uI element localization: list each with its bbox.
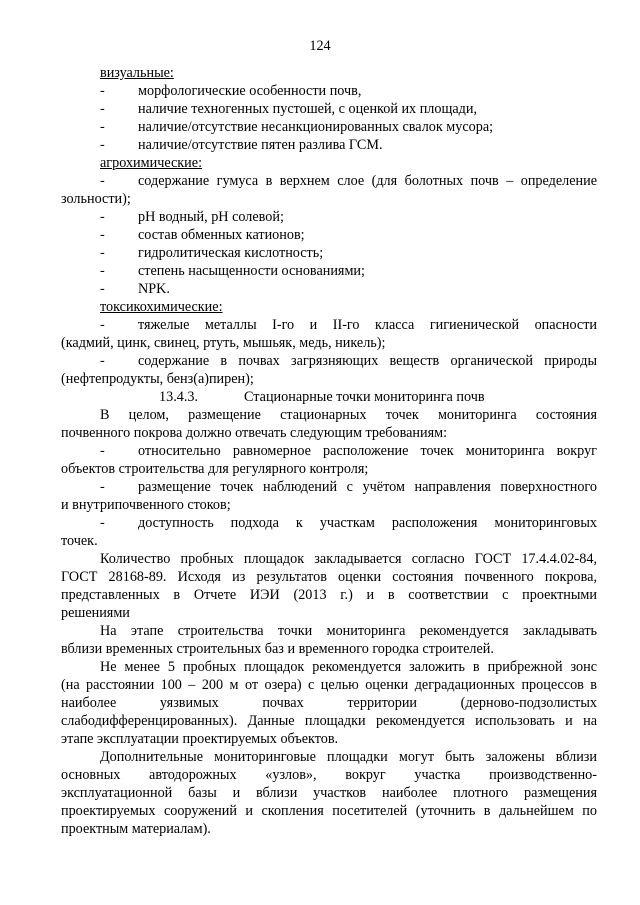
list-item-text: содержание гумуса в верхнем слое (для болотных почв – определение — [138, 173, 597, 189]
section-heading-title: Стационарные точки мониторинга почв — [244, 389, 485, 405]
list-item-text: степень насыщенности основаниями; — [138, 263, 365, 279]
bullet-dash: - — [100, 83, 105, 99]
list-item-continuation: зольности); — [61, 191, 131, 207]
list-item — [61, 100, 597, 118]
list-item-text: размещение точек наблюдений с учётом направления поверхностного — [138, 479, 597, 495]
list-item — [61, 172, 597, 190]
paragraph-line: почвенного покрова должно отвечать следующим требованиям: — [61, 425, 448, 441]
paragraph-line: слабодифференцированных). Данные площадки рекомендуется использовать и на — [61, 713, 597, 729]
page-number: 124 — [309, 38, 331, 54]
bullet-dash: - — [100, 137, 105, 153]
paragraph-line: На этапе строительства точки мониторинга рекомендуется закладывать — [100, 623, 597, 639]
paragraph-line: решениями — [61, 605, 130, 621]
paragraph-line: проектируемых сооружений и скопления посетителей (уточнить в дальнейшем по — [61, 803, 597, 819]
bullet-dash: - — [100, 443, 105, 459]
bullet-dash: - — [100, 263, 105, 279]
bullet-dash: - — [100, 227, 105, 243]
bullet-dash: - — [100, 353, 105, 369]
paragraph-line: В целом, размещение стационарных точек мониторинга состояния — [100, 407, 597, 423]
bullet-dash: - — [100, 119, 105, 135]
list-item-text: состав обменных катионов; — [138, 227, 305, 243]
list-item — [61, 280, 597, 298]
paragraph-line: (на расстоянии 100 – 200 м от озера) с целью оценки деградационных процессов в — [61, 677, 597, 693]
list-item-text: гидролитическая кислотность; — [138, 245, 324, 261]
paragraph-line: Количество пробных площадок закладывается согласно ГОСТ 17.4.4.02-84, — [100, 551, 597, 567]
list-item — [61, 262, 597, 280]
list-item-text: наличие техногенных пустошей, с оценкой их площади, — [138, 101, 478, 117]
paragraph-line: Дополнительные мониторинговые площадки могут быть заложены вблизи — [100, 749, 597, 765]
paragraph-line: эксплуатационной базы и вблизи участков наиболее плотного размещения — [61, 785, 597, 801]
bullet-dash: - — [100, 317, 105, 333]
bullet-dash: - — [100, 281, 105, 297]
list-item-text: наличие/отсутствие пятен разлива ГСМ. — [138, 137, 383, 153]
bullet-dash: - — [100, 479, 105, 495]
list-item — [61, 352, 597, 370]
list-item-text: морфологические особенности почв, — [138, 83, 362, 99]
list-item-text: тяжелые металлы I-го и II-го класса гигиенической опасности — [138, 317, 597, 333]
bullet-dash: - — [100, 515, 105, 531]
list-item-continuation: (кадмий, цинк, свинец, ртуть, мышьяк, медь, никель); — [61, 335, 386, 351]
paragraph-line: ГОСТ 28168-89. Исходя из результатов оценки состояния почвенного покрова, — [61, 569, 597, 585]
section-title-agro: агрохимические: — [100, 155, 203, 171]
list-item — [61, 118, 597, 136]
list-item-text: NPK. — [138, 281, 170, 297]
paragraph-line: наиболее уязвимых почвах территории (дерново-подзолистых — [61, 695, 597, 711]
list-item — [61, 208, 597, 226]
list-item-continuation: объектов строительства для регулярного контроля; — [61, 461, 369, 477]
list-item-continuation: (нефтепродукты, бенз(а)пирен); — [61, 371, 254, 387]
list-item-text: доступность подхода к участкам расположения мониторинговых — [138, 515, 597, 531]
section-number: 13.4.3. — [159, 389, 199, 405]
paragraph-line: представленных в Отчете ИЭИ (2013 г.) и в соответствии с проектными — [61, 587, 597, 603]
paragraph-line: проектным материалам). — [61, 821, 211, 837]
list-item-text: наличие/отсутствие несанкционированных свалок мусора; — [138, 119, 494, 135]
document-body — [61, 64, 597, 838]
bullet-dash: - — [100, 209, 105, 225]
list-item — [61, 244, 597, 262]
list-item-continuation: и внутрипочвенного стоков; — [61, 497, 231, 513]
paragraph-line: основных автодорожных «узлов», вокруг участка производственно- — [61, 767, 597, 783]
list-item — [61, 82, 597, 100]
list-item — [61, 136, 597, 154]
section-title-visual: визуальные: — [100, 65, 174, 81]
list-item-continuation: точек. — [61, 533, 98, 549]
list-item-text: содержание в почвах загрязняющих веществ органической природы — [138, 353, 597, 369]
bullet-dash: - — [100, 173, 105, 189]
list-item — [61, 442, 597, 460]
bullet-dash: - — [100, 101, 105, 117]
paragraph-line: Не менее 5 пробных площадок рекомендуется заложить в прибрежной зонс — [100, 659, 597, 675]
list-item — [61, 478, 597, 496]
paragraph-line: этапе эксплуатации проектируемых объектов. — [61, 731, 339, 747]
section-title-toxic: токсикохимические: — [100, 299, 223, 315]
bullet-dash: - — [100, 245, 105, 261]
list-item — [61, 316, 597, 334]
list-item-text: рН водный, рН солевой; — [138, 209, 284, 225]
list-item — [61, 514, 597, 532]
section-heading — [61, 388, 597, 406]
paragraph-line: вблизи временных строительных баз и временного городка строителей. — [61, 641, 494, 657]
list-item-text: относительно равномерное расположение точек мониторинга вокруг — [138, 443, 597, 459]
list-item — [61, 226, 597, 244]
